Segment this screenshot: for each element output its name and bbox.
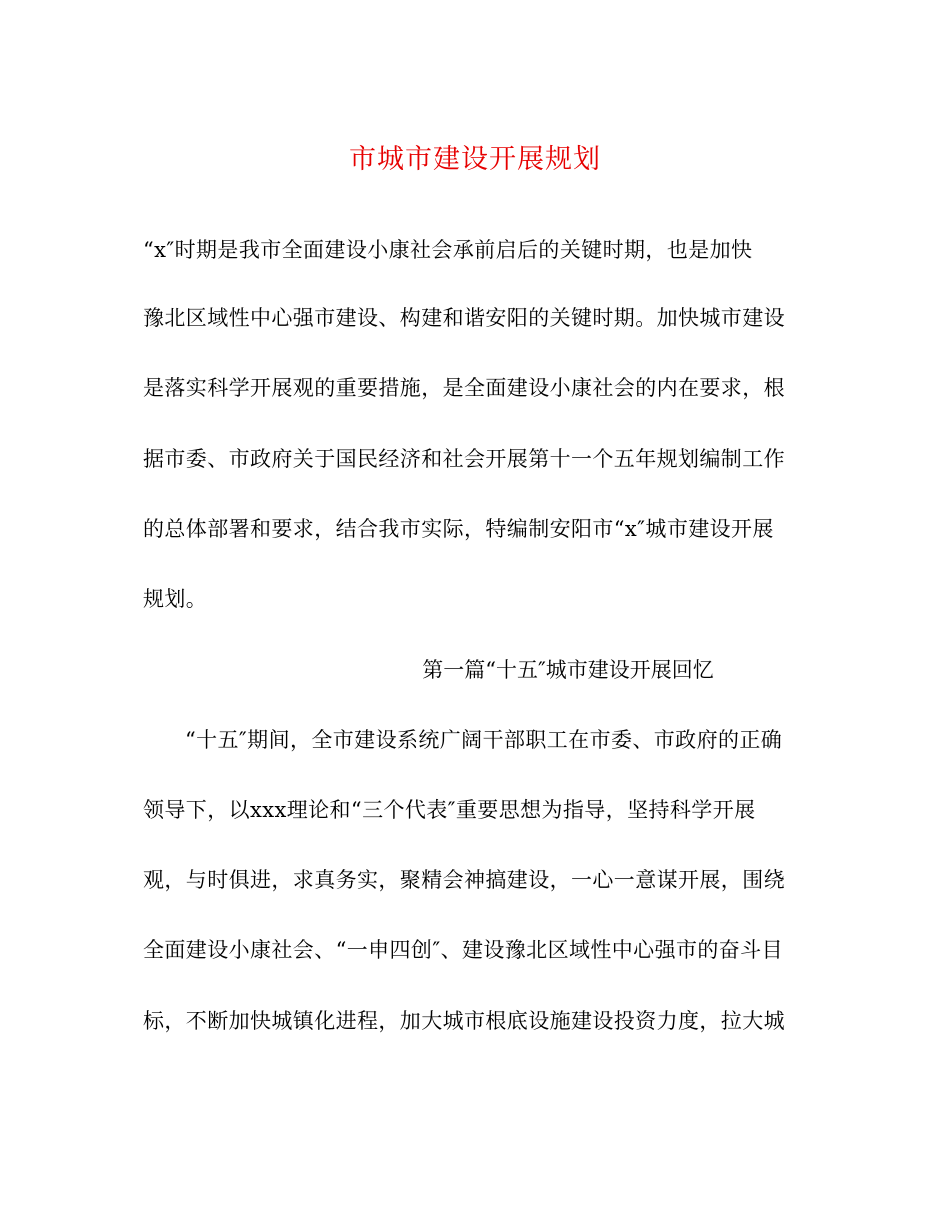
document-title: 市城市建设开展规划 <box>349 144 601 175</box>
intro-line-4: 据市委、市政府关于国民经济和社会开展第十一个五年规划编制工作 <box>143 447 785 471</box>
intro-line-1: “x″时期是我市全面建设小康社会承前启后的关键时期，也是加快 <box>143 238 753 262</box>
section-heading: 第一篇“十五″城市建设开展回忆 <box>422 658 714 682</box>
intro-line-3: 是落实科学开展观的重要措施，是全面建设小康社会的内在要求，根 <box>143 376 785 400</box>
section-line-1: “十五″期间，全市建设系统广阔干部职工在市委、市政府的正确 <box>185 728 783 752</box>
intro-line-2: 豫北区域性中心强市建设、构建和谐安阳的关键时期。加快城市建设 <box>143 306 785 330</box>
intro-line-5: 的总体部署和要求，结合我市实际，特编制安阳市“x″城市建设开展 <box>143 517 774 541</box>
section-line-5: 标，不断加快城镇化进程，加大城市根底设施建设投资力度，拉大城 <box>143 1009 785 1033</box>
intro-line-6: 规划。 <box>143 587 208 611</box>
section-line-2: 领导下，以xxx理论和“三个代表″重要思想为指导，坚持科学开展 <box>143 798 756 822</box>
section-line-3: 观，与时俱进，求真务实，聚精会神搞建设，一心一意谋开展，围绕 <box>143 868 785 892</box>
section-line-4: 全面建设小康社会、“一申四创″、建设豫北区域性中心强市的奋斗目 <box>143 938 783 962</box>
